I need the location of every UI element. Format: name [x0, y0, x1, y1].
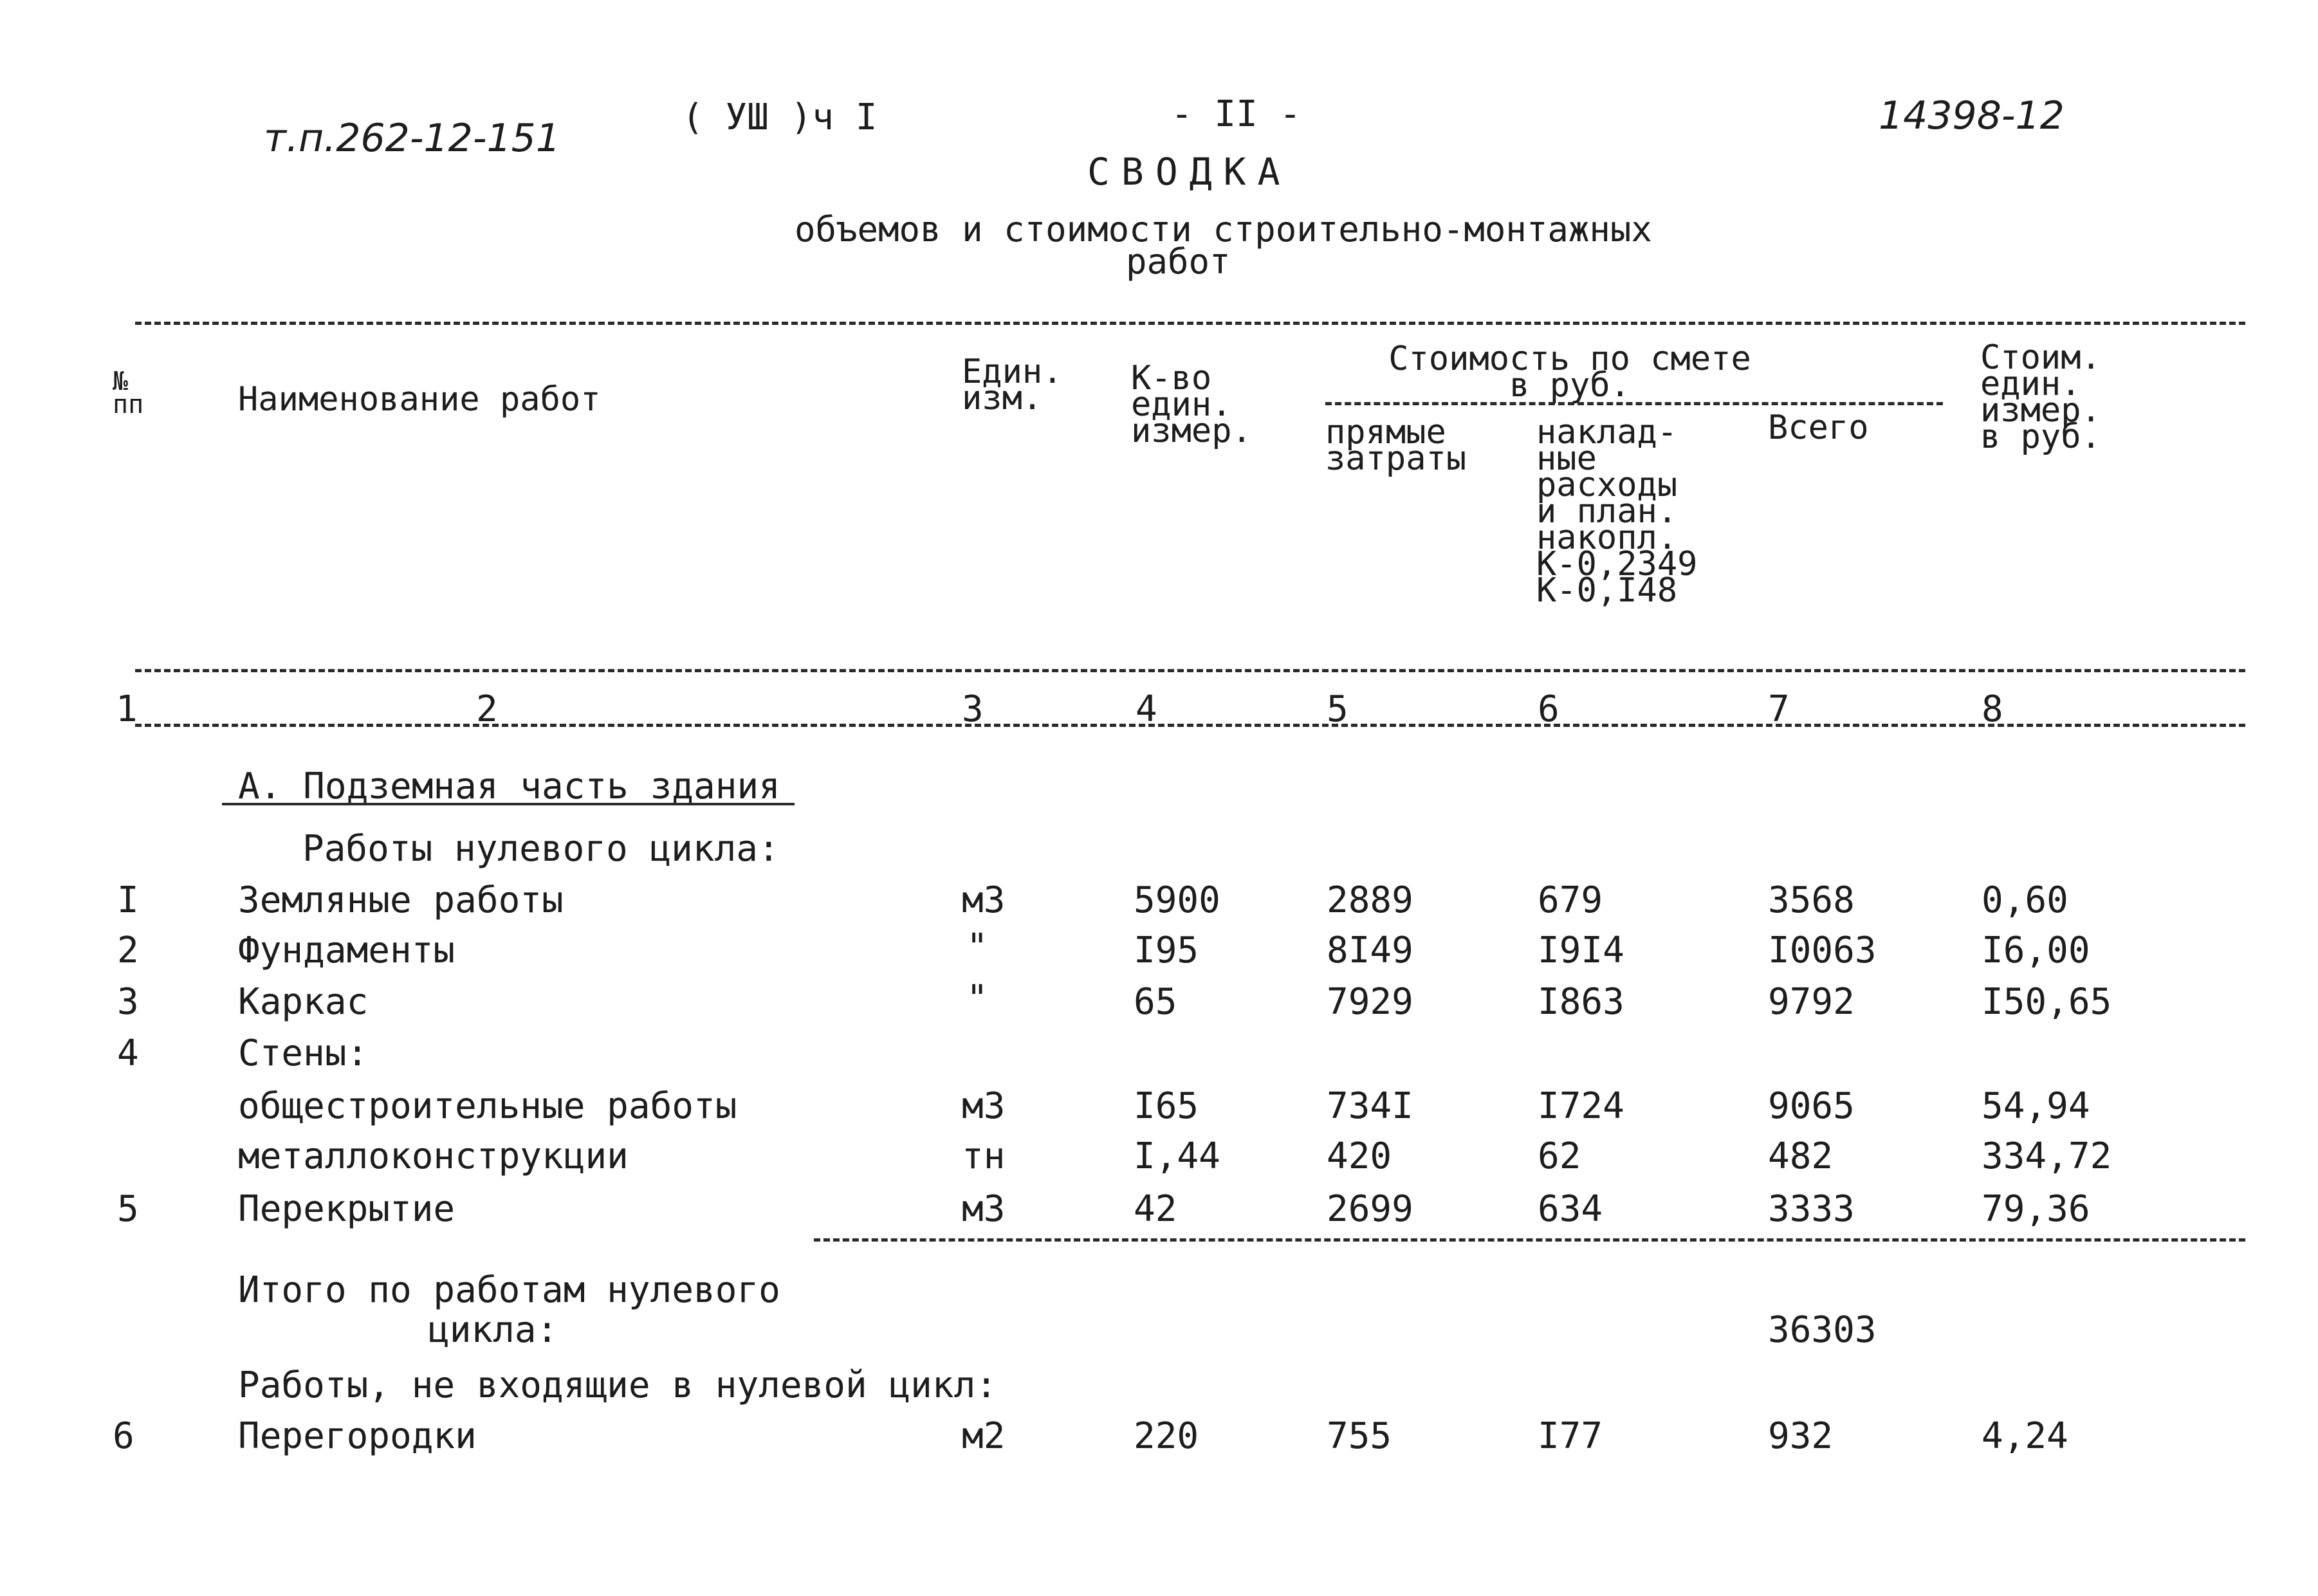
row-name: металлоконструкции	[238, 1135, 629, 1177]
row-direct: 420	[1327, 1135, 1392, 1177]
row-name: Перегородки	[238, 1415, 477, 1457]
row-unit-cost: 54,94	[1982, 1085, 2090, 1127]
col-header-num: № пп	[113, 367, 144, 419]
row-unit: м3	[962, 1085, 1006, 1127]
row-unit: "	[966, 926, 988, 968]
col-number-6: 6	[1538, 688, 1559, 730]
row-total: 3568	[1768, 879, 1855, 921]
section-a-subsection: Работы нулевого цикла:	[302, 828, 780, 870]
row-unit-cost: I50,65	[1982, 981, 2112, 1023]
section-a-underline	[222, 803, 795, 805]
row-num: I	[117, 879, 139, 921]
row-overhead: 62	[1538, 1135, 1581, 1177]
col-header-unit-cost: Стоим. един. измер. в руб.	[1980, 338, 2101, 456]
row-name: Фундаменты	[238, 930, 455, 971]
row-num: 5	[117, 1188, 139, 1230]
row-name: Земляные работы	[238, 879, 564, 921]
row-unit-cost: 4,24	[1982, 1415, 2068, 1457]
row-num: 4	[117, 1032, 139, 1074]
row-unit-cost: 79,36	[1982, 1188, 2090, 1230]
col-numbers-top-rule	[135, 669, 2245, 672]
row-unit: м3	[962, 1188, 1006, 1230]
col-number-8: 8	[1982, 688, 2003, 730]
row-name: Перекрытие	[238, 1188, 455, 1230]
row-name: общестроительные работы	[238, 1085, 737, 1127]
row-qty: 42	[1134, 1188, 1177, 1230]
row-overhead: I9I4	[1538, 930, 1624, 971]
col-header-name: Наименование работ	[238, 380, 601, 419]
row-name: Стены:	[238, 1032, 369, 1074]
row-direct: 2699	[1327, 1188, 1413, 1230]
row-unit: тн	[962, 1135, 1006, 1177]
row-total: 482	[1768, 1135, 1834, 1177]
row-direct: 755	[1327, 1415, 1392, 1457]
subtotal-rule	[814, 1238, 2245, 1242]
row-qty: 5900	[1134, 879, 1220, 921]
row-num: 2	[117, 930, 139, 971]
row-unit: м3	[962, 879, 1006, 921]
doc-subtitle-line1: объемов и стоимости строительно-монтажных	[795, 209, 1652, 250]
doc-code: т.п.262-12-151	[264, 116, 561, 161]
row-name: Каркас	[238, 981, 369, 1023]
row-qty: I65	[1134, 1085, 1199, 1127]
doc-title: СВОДКА	[1087, 150, 1292, 194]
col-numbers-bottom-rule	[135, 724, 2245, 727]
col-header-qty: К-во един. измер.	[1131, 359, 1252, 450]
row-overhead: 634	[1538, 1188, 1603, 1230]
row-total: 3333	[1768, 1188, 1855, 1230]
row-direct: 734I	[1327, 1085, 1413, 1127]
doc-subtitle-line2: работ	[1126, 241, 1231, 282]
row-total: 9065	[1768, 1085, 1855, 1127]
row-qty: 220	[1134, 1415, 1199, 1457]
section-label: ( УШ )ч I	[682, 96, 878, 138]
col-number-1: 1	[116, 688, 138, 730]
row-overhead: I77	[1538, 1415, 1603, 1457]
col-number-4: 4	[1136, 688, 1157, 730]
col-number-5: 5	[1327, 688, 1348, 730]
cost-group-rule	[1325, 402, 1943, 405]
sheet-code: 14398-12	[1879, 93, 2065, 138]
col-number-2: 2	[476, 688, 498, 730]
row-direct: 8I49	[1327, 930, 1413, 971]
row-total: 9792	[1768, 981, 1855, 1023]
row-qty: I,44	[1134, 1135, 1220, 1177]
row-num: 6	[113, 1415, 134, 1457]
col-number-7: 7	[1768, 688, 1790, 730]
row-total: I0063	[1768, 930, 1877, 971]
row-overhead: I724	[1538, 1085, 1624, 1127]
header-top-rule	[135, 322, 2245, 325]
row-direct: 7929	[1327, 981, 1413, 1023]
row-unit: м2	[962, 1415, 1006, 1457]
row-overhead: I863	[1538, 981, 1624, 1023]
row-unit-cost: I6,00	[1982, 930, 2090, 971]
row-qty: I95	[1134, 930, 1199, 971]
row-overhead: 679	[1538, 879, 1603, 921]
col-header-direct: прямые затраты	[1325, 413, 1467, 478]
row-total: 932	[1768, 1415, 1834, 1457]
col-header-unit: Един. изм.	[962, 353, 1063, 417]
non-zero-cycle-title: Работы, не входящие в нулевой цикл:	[238, 1364, 998, 1406]
row-direct: 2889	[1327, 879, 1413, 921]
col-header-cost-group: Стоимость по смете в руб.	[1388, 340, 1751, 405]
row-unit-cost: 0,60	[1982, 879, 2068, 921]
row-num: 3	[117, 981, 139, 1023]
col-header-total: Всего	[1768, 408, 1869, 447]
subtotal-total: 36303	[1768, 1309, 1877, 1351]
row-unit-cost: 334,72	[1982, 1135, 2112, 1177]
row-qty: 65	[1134, 981, 1177, 1023]
page-number: - II -	[1171, 93, 1302, 135]
subtotal-label-line2: цикла:	[428, 1309, 558, 1351]
subtotal-label-line1: Итого по работам нулевого	[238, 1269, 780, 1311]
row-unit: "	[966, 978, 988, 1020]
col-number-3: 3	[962, 688, 984, 730]
section-a-title: А. Подземная часть здания	[238, 766, 780, 807]
col-header-overhead: наклад- ные расходы и план. накопл. К-0,2349 К-0,I48	[1536, 413, 1698, 610]
